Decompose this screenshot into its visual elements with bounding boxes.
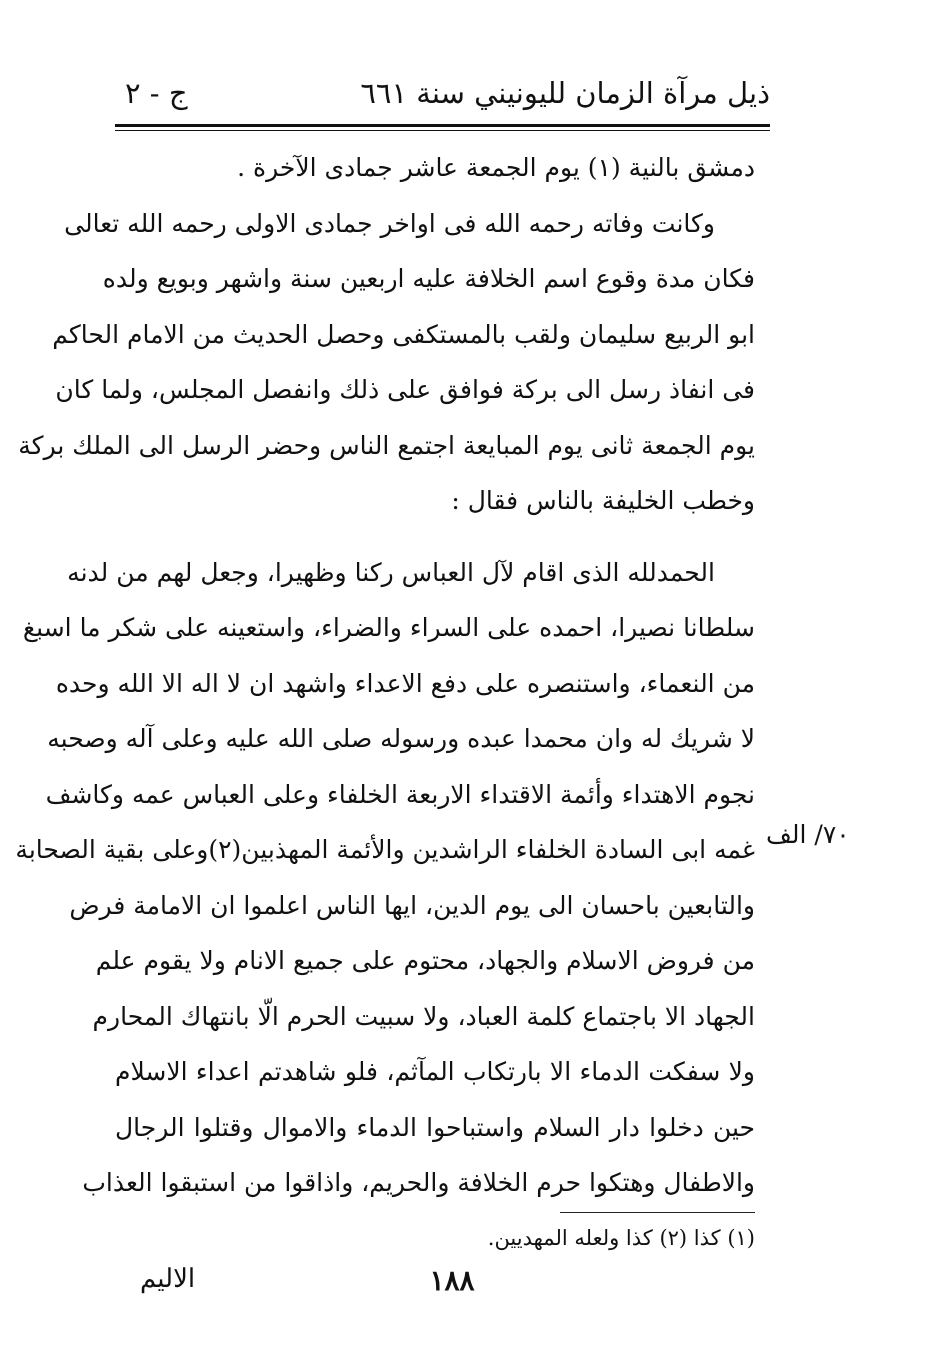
- text-line: من فروض الاسلام والجهاد، محتوم على جميع الانام ولا يقوم علم: [95, 946, 755, 975]
- text-line: غمه ابى السادة الخلفاء الراشدين والأئمة المهذبين(٢)وعلى بقية الصحابة: [15, 835, 755, 864]
- manuscript-folio-note: ٧٠/ الف: [766, 820, 850, 849]
- text-line: من النعماء، واستنصره على دفع الاعداء واشهد ان لا اله الا الله وحده: [55, 668, 755, 698]
- text-line: سلطانا نصيرا، احمده على السراء والضراء، واستعينه على شكر ما اسبغ: [22, 613, 755, 642]
- text-line: ابو الربيع سليمان ولقب بالمستكفى وحصل الحديث من الامام الحاكم: [52, 319, 755, 349]
- text-line: ولا سفكت الدماء الا بارتكاب المآثم، فلو شاهدتم اعداء الاسلام: [115, 1057, 755, 1086]
- text-line: الجهاد الا باجتماع كلمة العباد، ولا سبيت الحرم الّا بانتهاك المحارم: [92, 1001, 755, 1031]
- text-line: يوم الجمعة ثانى يوم المبايعة اجتمع الناس وحضر الرسل الى الملك بركة: [18, 430, 755, 460]
- text-line: والاطفال وهتكوا حرم الخلافة والحريم، واذاقوا من استبقوا العذاب: [82, 1168, 755, 1197]
- footnote-rule: [560, 1212, 755, 1213]
- footnote: (١) كذا (٢) كذا ولعله المهديين.: [487, 1226, 755, 1250]
- text-line: وكانت وفاته رحمه الله فى اواخر جمادى الاولى رحمه الله تعالى: [64, 208, 715, 238]
- text-line: الحمدلله الذى اقام لآل العباس ركنا وظهيرا، وجعل لهم من لدنه: [67, 557, 715, 587]
- text-line: وخطب الخليفة بالناس فقال :: [451, 486, 755, 515]
- running-header: [115, 70, 770, 120]
- catchword: الاليم: [140, 1264, 196, 1294]
- volume-part: ج - ٢: [125, 76, 188, 110]
- page-number: ١٨٨: [429, 1264, 475, 1297]
- text-line: دمشق بالنية (١) يوم الجمعة عاشر جمادى الآخرة .: [237, 153, 755, 182]
- text-line: نجوم الاهتداء وأئمة الاقتداء الاربعة الخلفاء وعلى العباس عمه وكاشف: [45, 779, 755, 809]
- text-line: حين دخلوا دار السلام واستباحوا الدماء والاموال وقتلوا الرجال: [115, 1112, 755, 1142]
- running-title: ذيل مرآة الزمان لليونيني سنة ٦٦١: [360, 76, 770, 110]
- header-rule-thin: [115, 130, 770, 131]
- text-line: فكان مدة وقوع اسم الخلافة عليه اربعين سنة واشهر وبويع ولده: [102, 264, 755, 293]
- text-line: والتابعين باحسان الى يوم الدين، ايها الناس اعلموا ان الامامة فرض: [69, 890, 755, 920]
- body-text: [15, 140, 755, 1211]
- text-line: فى انفاذ رسل الى بركة فوافق على ذلك وانفصل المجلس، ولما كان: [55, 375, 755, 404]
- header-rule-thick: [115, 124, 770, 127]
- text-line: لا شريك له وان محمدا عبده ورسوله صلى الله عليه وعلى آله وصحبه: [47, 724, 755, 753]
